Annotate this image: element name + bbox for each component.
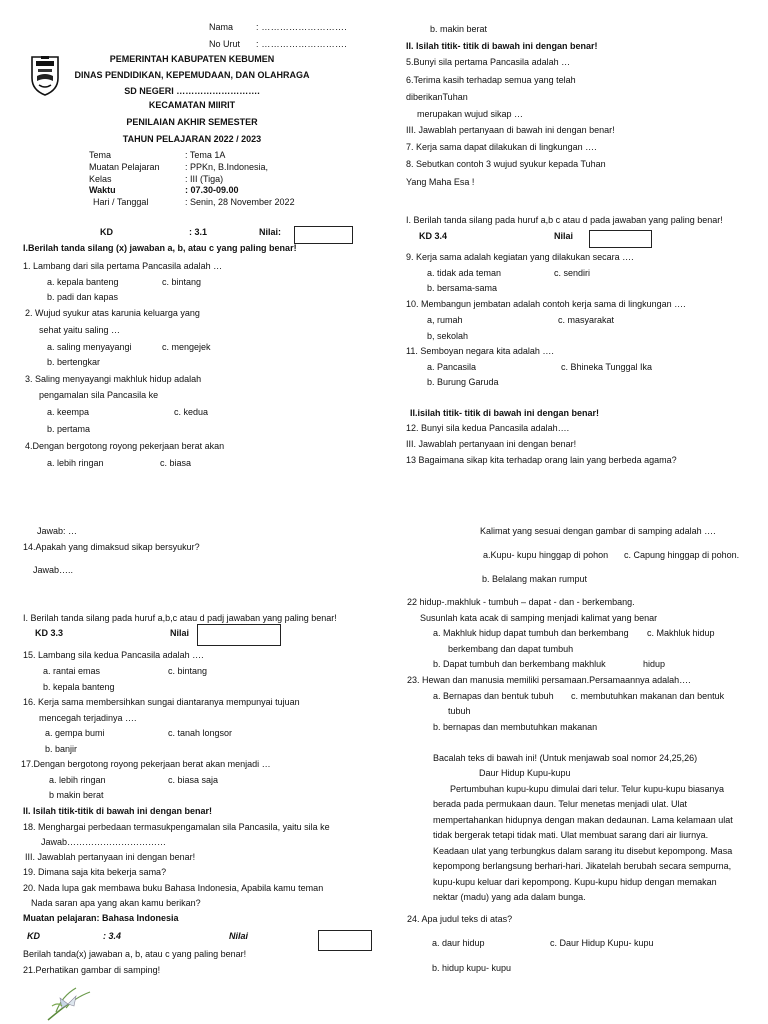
q22-option-c: c. Makhluk hidup xyxy=(647,628,715,638)
q1-option-c: c. bintang xyxy=(162,277,202,287)
question-6: 6.Terima kasih terhadap semua yang telah xyxy=(406,75,576,85)
question-13: 13 Bagaimana sikap kita terhadap orang lain yang berbeda agama? xyxy=(406,455,677,465)
question-1: 1. Lambang dari sila pertama Pancasila adalah … xyxy=(23,261,223,271)
q22-option-b-cont: hidup xyxy=(643,659,666,669)
q23-option-c: c. membutuhkan makanan dan bentuk xyxy=(571,691,725,701)
q23-option-b: b. bernapas dan membutuhkan makanan xyxy=(433,722,598,732)
q9-option-a: a. tidak ada teman xyxy=(427,268,502,278)
nama-field: : ………………………. xyxy=(256,22,347,32)
question-20-cont: Nada saran apa yang akan kamu berikan? xyxy=(31,898,201,908)
q17-option-c: c. biasa saja xyxy=(168,775,219,785)
question-9: 9. Kerja sama adalah kegiatan yang dilakukan secara …. xyxy=(406,252,634,262)
question-18: 18. Menghargai perbedaan termasukpengamalan sila Pancasila, yaitu sila ke xyxy=(23,822,330,832)
q1-option-a: a. kepala banteng xyxy=(47,277,119,287)
section-3b-heading: III. Jawablah pertanyaan ini dengan benar! xyxy=(406,439,577,449)
question-12: 12. Bunyi sila kedua Pancasila adalah…. xyxy=(406,423,570,433)
reading-line-7: kupu-kupu keluar dari kepompong. Kupu-kupu hidup dengan memakan xyxy=(433,877,717,887)
kd2-nilai-box[interactable] xyxy=(318,930,372,951)
question-11: 11. Semboyan negara kita adalah …. xyxy=(406,346,554,356)
question-5: 5.Bunyi sila pertama Pancasila adalah … xyxy=(406,57,571,67)
q11-option-a: a. Pancasila xyxy=(427,362,477,372)
answer-14: Jawab….. xyxy=(33,565,74,575)
q23-option-a: a. Bernapas dan bentuk tubuh xyxy=(433,691,554,701)
header-line-3: SD NEGERI ………………………. xyxy=(124,86,260,96)
question-10: 10. Membangun jembatan adalah contoh kerja sama di lingkungan …. xyxy=(406,299,686,309)
q11-option-b: b. Burung Garuda xyxy=(427,377,499,387)
q9-option-b: b. bersama-sama xyxy=(427,283,498,293)
question-17: 17.Dengan bergotong royong pekerjaan berat akan menjadi … xyxy=(21,759,271,769)
tema-value: : Tema 1A xyxy=(185,150,226,160)
q17-option-b: b makin berat xyxy=(49,790,104,800)
reading-line-1: Pertumbuhan kupu-kupu dimulai dari telur. Telur kupu-kupu biasanya xyxy=(450,784,724,794)
header-line-2: DINAS PENDIDIKAN, KEPEMUDAAN, DAN OLAHRAGA xyxy=(74,70,310,80)
q22-option-a: a. Makhluk hidup dapat tumbuh dan berkembang xyxy=(433,628,629,638)
q24-option-b: b. hidup kupu- kupu xyxy=(432,963,512,973)
q3-option-a: a. keempa xyxy=(47,407,90,417)
kd33-nilai-label: Nilai xyxy=(170,628,190,638)
q24-option-a: a. daur hidup xyxy=(432,938,485,948)
q21-prompt: Kalimat yang sesuai dengan gambar di samping adalah …. xyxy=(480,526,716,536)
q24-option-c: c. Daur Hidup Kupu- kupu xyxy=(550,938,654,948)
q10-option-b: b, sekolah xyxy=(427,331,469,341)
kebumen-logo xyxy=(30,54,60,96)
q4-option-b: b. makin berat xyxy=(430,24,488,34)
butterfly-icon xyxy=(46,982,92,1022)
section-2c-heading: II. Isilah titik-titik di bawah ini dengan benar! xyxy=(23,806,213,816)
reading-line-2: berada pada permukaan daun. Telur menetas menjadi ulat. Ulat xyxy=(433,799,687,809)
question-23: 23. Hewan dan manusia memiliki persamaan.Persamaannya adalah…. xyxy=(407,675,691,685)
kd33-instruction: I. Berilah tanda silang pada huruf a,b,c atau d padj jawaban yang paling benar! xyxy=(23,613,337,623)
question-6-cont-2: merupakan wujud sikap … xyxy=(417,109,524,119)
nilai-box[interactable] xyxy=(294,226,353,244)
kd-label: KD xyxy=(100,227,113,237)
tema-label: Tema xyxy=(89,150,112,160)
question-16-cont: mencegah terjadinya …. xyxy=(39,713,137,723)
section-2-heading: II. Isilah titik- titik di bawah ini dengan benar! xyxy=(406,41,598,51)
header-line-6: TAHUN PELAJARAN 2022 / 2023 xyxy=(122,134,262,144)
q10-option-a: a, rumah xyxy=(427,315,463,325)
hari-value: : Senin, 28 November 2022 xyxy=(185,197,295,207)
muatan-value: : PPKn, B.Indonesia, xyxy=(185,162,269,172)
answer-13: Jawab: … xyxy=(37,526,78,536)
q11-option-c: c. Bhineka Tunggal Ika xyxy=(561,362,653,372)
kd34-instruction: I. Berilah tanda silang pada huruf a,b c atau d pada jawaban yang paling benar! xyxy=(406,215,723,225)
muatan-label: Muatan Pelajaran xyxy=(89,162,160,172)
question-3-cont: pengamalan sila Pancasila ke xyxy=(39,390,159,400)
reading-line-3: mempertahankan hidupnya dengan makan dedaunan. Lama kelamaan ulat xyxy=(433,815,733,825)
header-line-5: PENILAIAN AKHIR SEMESTER xyxy=(126,117,258,127)
q2-option-b: b. bertengkar xyxy=(47,357,101,367)
section-bi-instruction: Berilah tanda(x) jawaban a, b, atau c yang paling benar! xyxy=(23,949,247,959)
muatan-bahasa: Muatan pelajaran: Bahasa Indonesia xyxy=(23,913,179,923)
kd2-label: KD xyxy=(27,931,40,941)
reading-line-8: nektar (madu) yang ada dalam bunga. xyxy=(433,892,586,902)
reading-line-5: Keadaan ulat yang terbungkus dalam sarang itu disebut kepompong. Masa xyxy=(433,846,733,856)
q21-option-a: a.Kupu- kupu hinggap di pohon xyxy=(483,550,609,560)
question-16: 16. Kerja sama membersihkan sungai diantaranya mempunyai tujuan xyxy=(23,697,300,707)
nilai-label: Nilai: xyxy=(259,227,282,237)
reading-line-6: kepompong berlangsung berhari-hari. Jikatelah berubah secara sempurna, xyxy=(433,861,732,871)
q15-option-c: c. bintang xyxy=(168,666,208,676)
waktu-value: : 07.30-09.00 xyxy=(185,185,239,195)
kelas-label: Kelas xyxy=(89,174,112,184)
hari-label: Hari / Tanggal xyxy=(93,197,149,207)
section-2b-heading: II.isilah titik- titik di bawah ini dengan benar! xyxy=(410,408,600,418)
q16-option-a: a. gempa bumi xyxy=(45,728,105,738)
q4-option-a: a. lebih ringan xyxy=(47,458,104,468)
q3-option-b: b. pertama xyxy=(47,424,91,434)
question-2-cont: sehat yaitu saling … xyxy=(39,325,121,335)
q3-option-c: c. kedua xyxy=(174,407,209,417)
header-line-4: KECAMATAN MIIRIT xyxy=(148,100,236,110)
question-8-cont: Yang Maha Esa ! xyxy=(406,177,475,187)
q21-option-b: b. Belalang makan rumput xyxy=(482,574,588,584)
kd33-nilai-box[interactable] xyxy=(197,624,281,646)
q4-option-c: c. biasa xyxy=(160,458,192,468)
question-22: 22 hidup-.makhluk - tumbuh – dapat - dan - berkembang. xyxy=(407,597,635,607)
q16-option-c: c. tanah longsor xyxy=(168,728,233,738)
q10-option-c: c. masyarakat xyxy=(558,315,615,325)
question-14: 14.Apakah yang dimaksud sikap bersyukur? xyxy=(23,542,200,552)
q21-option-c: c. Capung hinggap di pohon. xyxy=(624,550,740,560)
header-line-1: PEMERINTAH KABUPATEN KEBUMEN xyxy=(109,54,275,64)
q15-option-a: a. rantai emas xyxy=(43,666,101,676)
question-2: 2. Wujud syukur atas karunia keluarga yang xyxy=(25,308,200,318)
question-6-cont: diberikanTuhan xyxy=(406,92,468,102)
waktu-label: Waktu xyxy=(89,185,116,195)
question-20: 20. Nada lupa gak membawa buku Bahasa Indonesia, Apabila kamu teman xyxy=(23,883,324,893)
kd2-value: : 3.4 xyxy=(103,931,122,941)
question-22-cont: Susunlah kata acak di samping menjadi kalimat yang benar xyxy=(420,613,658,623)
shield-icon xyxy=(30,54,60,96)
reading-title: Daur Hidup Kupu-kupu xyxy=(479,768,571,778)
q9-option-c: c. sendiri xyxy=(554,268,591,278)
section-3c-heading: III. Jawablah pertanyaan ini dengan benar! xyxy=(25,852,196,862)
nama-label: Nama xyxy=(209,22,234,32)
question-19: 19. Dimana saja kita bekerja sama? xyxy=(23,867,167,877)
question-21: 21.Perhatikan gambar di samping! xyxy=(23,965,161,975)
q16-option-b: b. banjir xyxy=(45,744,78,754)
question-7: 7. Kerja sama dapat dilakukan di lingkungan …. xyxy=(406,142,597,152)
question-15: 15. Lambang sila kedua Pancasila adalah …. xyxy=(23,650,204,660)
q2-option-c: c. mengejek xyxy=(162,342,211,352)
q1-option-b: b. padi dan kapas xyxy=(47,292,119,302)
section-1-instruction: I.Berilah tanda silang (x) jawaban a, b, atau c yang paling benar! xyxy=(23,243,297,253)
kd34-label: KD 3.4 xyxy=(419,231,448,241)
q22-option-c-cont: berkembang dan dapat tumbuh xyxy=(448,644,574,654)
answer-18: Jawab…………………………… xyxy=(41,837,167,847)
q15-option-b: b. kepala banteng xyxy=(43,682,115,692)
reading-line-4: tidak bergerak tetapi tidak mati. Ulat membuat sarang dari air liurnya. xyxy=(433,830,709,840)
q17-option-a: a. lebih ringan xyxy=(49,775,106,785)
kd2-nilai-label: Nilai xyxy=(229,931,249,941)
nourut-field: : ………………………. xyxy=(256,39,347,49)
nourut-label: No Urut xyxy=(209,39,241,49)
question-8: 8. Sebutkan contoh 3 wujud syukur kepada Tuhan xyxy=(406,159,606,169)
q2-option-a: a. saling menyayangi xyxy=(47,342,132,352)
q23-option-c-cont: tubuh xyxy=(448,706,471,716)
reading-instruction: Bacalah teks di bawah ini! (Untuk menjawab soal nomor 24,25,26) xyxy=(433,753,698,763)
butterfly-picture xyxy=(46,982,92,1022)
q22-option-b: b. Dapat tumbuh dan berkembang makhluk xyxy=(433,659,606,669)
question-24: 24. Apa judul teks di atas? xyxy=(407,914,513,924)
kd33-label: KD 3.3 xyxy=(35,628,64,638)
kd-value: : 3.1 xyxy=(189,227,208,237)
section-3-heading: III. Jawablah pertanyaan di bawah ini dengan benar! xyxy=(406,125,615,135)
kd34-nilai-label: Nilai xyxy=(554,231,574,241)
question-4: 4.Dengan bergotong royong pekerjaan berat akan xyxy=(25,441,225,451)
kelas-value: : III (Tiga) xyxy=(185,174,224,184)
kd34-nilai-box[interactable] xyxy=(589,230,652,248)
question-3: 3. Saling menyayangi makhluk hidup adalah xyxy=(25,374,202,384)
